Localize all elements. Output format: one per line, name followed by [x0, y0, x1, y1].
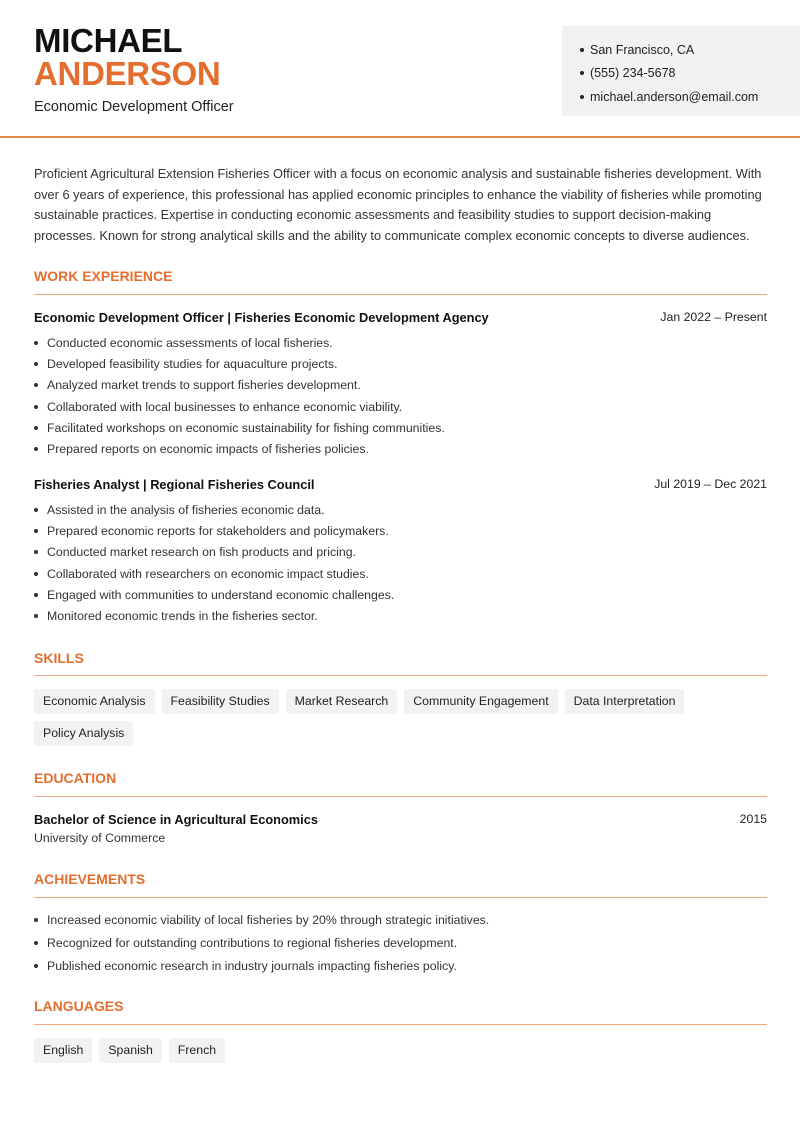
- list-item: [34, 438, 445, 459]
- achievements-heading: ACHIEVEMENTS: [34, 871, 146, 887]
- bullet-text: Published economic research in industry journals impacting fisheries policy.: [47, 958, 457, 973]
- section-divider: [34, 796, 767, 797]
- bullet-icon: [580, 48, 584, 52]
- job-entry-header: [34, 477, 767, 492]
- list-item: [34, 396, 445, 417]
- list-item: [34, 563, 394, 584]
- work-experience-heading: WORK EXPERIENCE: [34, 268, 173, 284]
- list-item: [34, 520, 394, 541]
- bullet-icon: [34, 529, 38, 533]
- bullet-text: Conducted economic assessments of local fisheries.: [47, 335, 333, 350]
- job-entry-header: [34, 310, 767, 325]
- school-name: University of Commerce: [34, 831, 166, 845]
- language-tag: French: [169, 1038, 225, 1063]
- skill-tag: Feasibility Studies: [162, 689, 279, 714]
- list-item: [34, 375, 445, 396]
- graduation-year: 2015: [739, 812, 767, 826]
- list-item: [34, 605, 394, 626]
- skill-tag: Community Engagement: [404, 689, 557, 714]
- contact-email[interactable]: [580, 85, 800, 109]
- list-item: [34, 332, 445, 353]
- skill-tag: Market Research: [286, 689, 398, 714]
- bullet-icon: [34, 593, 38, 597]
- resume-header: [0, 0, 800, 138]
- job-dates: Jul 2019 – Dec 2021: [654, 477, 767, 491]
- bullet-icon: [34, 383, 38, 387]
- list-item: [34, 954, 489, 977]
- skill-tag: Economic Analysis: [34, 689, 155, 714]
- job-bullets: [34, 332, 445, 460]
- job-position: Economic Development Officer | Fisheries Economic Development Agency: [34, 310, 489, 325]
- bullet-text: Monitored economic trends in the fisheries sector.: [47, 609, 318, 624]
- professional-summary: Proficient Agricultural Extension Fisheries Officer with a focus on economic analysis and sustainable fisheries development. With over 6 years of experience, this professional has applied economic principles to enhance the viability of fisheries while promoting sustainable practices. Expertise in conducting economic assessments and feasibility studies to support decision-making processes. Known for strong analytical skills and the ability to communicate complex economic concepts to diverse audiences.: [34, 166, 762, 244]
- list-item: [34, 932, 489, 955]
- list-item: [34, 542, 394, 563]
- first-name: MICHAEL: [34, 22, 183, 59]
- bullet-text: Developed feasibility studies for aquaculture projects.: [47, 356, 338, 371]
- skills-tags: [34, 689, 774, 753]
- candidate-name: [34, 24, 220, 90]
- achievement-bullets: [34, 909, 489, 977]
- degree-title: Bachelor of Science in Agricultural Economics: [34, 812, 318, 827]
- contact-location: [580, 38, 800, 62]
- bullet-icon: [34, 918, 38, 922]
- bullet-text: Collaborated with local businesses to enhance economic viability.: [47, 399, 403, 414]
- bullet-icon: [34, 614, 38, 618]
- list-item: [34, 499, 394, 520]
- last-name: ANDERSON: [34, 55, 221, 92]
- bullet-text: Assisted in the analysis of fisheries economic data.: [47, 502, 325, 517]
- bullet-icon: [580, 71, 584, 75]
- bullet-icon: [34, 341, 38, 345]
- section-divider: [34, 294, 767, 295]
- education-entry-header: [34, 812, 767, 827]
- bullet-icon: [34, 550, 38, 554]
- bullet-text: Increased economic viability of local fisheries by 20% through strategic initiatives.: [47, 913, 490, 928]
- section-divider: [34, 675, 767, 676]
- bullet-icon: [34, 405, 38, 409]
- bullet-icon: [34, 964, 38, 968]
- email-text[interactable]: michael.anderson@email.com: [590, 89, 759, 104]
- education-heading: EDUCATION: [34, 770, 117, 786]
- language-tag: English: [34, 1038, 92, 1063]
- list-item: [34, 584, 394, 605]
- job-dates: Jan 2022 – Present: [660, 310, 767, 324]
- bullet-text: Recognized for outstanding contributions to regional fisheries development.: [47, 936, 458, 951]
- list-item: [34, 909, 489, 932]
- language-tags: [34, 1038, 774, 1070]
- bullet-icon: [34, 508, 38, 512]
- language-tag: Spanish: [99, 1038, 161, 1063]
- skills-heading: SKILLS: [34, 650, 84, 666]
- bullet-text: Engaged with communities to understand economic challenges.: [47, 587, 395, 602]
- location-text: San Francisco, CA: [590, 42, 695, 57]
- bullet-text: Collaborated with researchers on economic impact studies.: [47, 566, 369, 581]
- skill-tag: Data Interpretation: [565, 689, 685, 714]
- bullet-text: Facilitated workshops on economic sustainability for fishing communities.: [47, 420, 445, 435]
- bullet-icon: [34, 941, 38, 945]
- contact-box: [562, 26, 800, 116]
- section-divider: [34, 1024, 767, 1025]
- bullet-icon: [580, 95, 584, 99]
- job-bullets: [34, 499, 394, 627]
- list-item: [34, 353, 445, 374]
- skill-tag: Policy Analysis: [34, 721, 133, 746]
- bullet-icon: [34, 426, 38, 430]
- section-divider: [34, 897, 767, 898]
- languages-heading: LANGUAGES: [34, 998, 124, 1014]
- job-position: Fisheries Analyst | Regional Fisheries Council: [34, 477, 315, 492]
- bullet-icon: [34, 447, 38, 451]
- bullet-text: Analyzed market trends to support fisheries development.: [47, 378, 361, 393]
- list-item: [34, 417, 445, 438]
- bullet-text: Conducted market research on fish products and pricing.: [47, 545, 356, 560]
- bullet-text: Prepared economic reports for stakeholders and policymakers.: [47, 523, 389, 538]
- bullet-text: Prepared reports on economic impacts of fisheries policies.: [47, 442, 369, 457]
- phone-text: (555) 234-5678: [590, 66, 676, 81]
- bullet-icon: [34, 362, 38, 366]
- contact-phone: [580, 62, 800, 86]
- job-title: Economic Development Officer: [34, 99, 234, 115]
- bullet-icon: [34, 572, 38, 576]
